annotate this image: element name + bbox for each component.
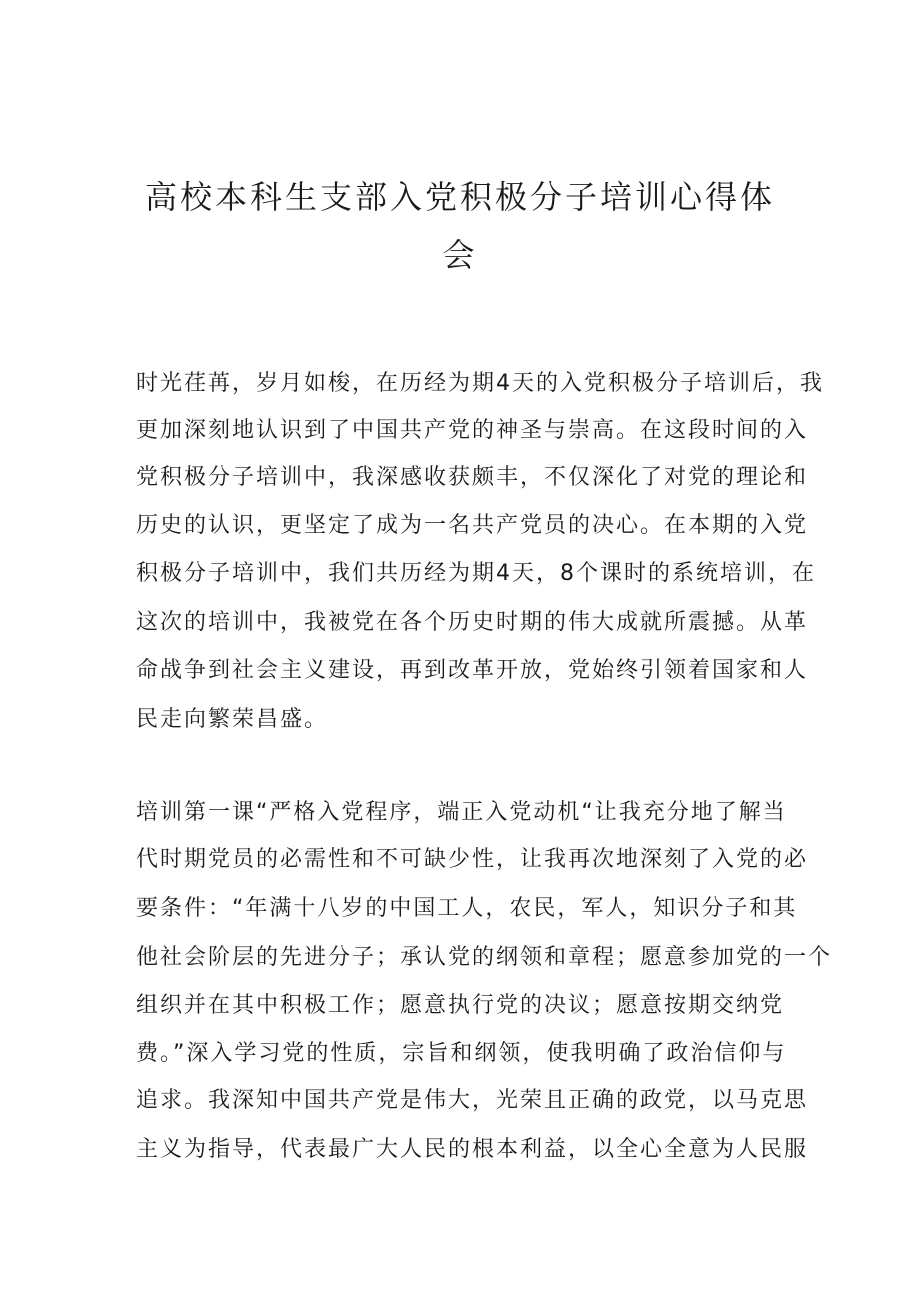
paragraph-line: 代时期党员的必需性和不可缺少性，让我再次地深刻了入党的必 <box>136 847 809 872</box>
paragraph-line: 费。”深入学习党的性质，宗旨和纲领，使我明确了政治信仰与 <box>136 1041 787 1066</box>
paragraph-line: 民走向繁荣昌盛。 <box>136 707 329 732</box>
paragraph-line: 追求。我深知中国共产党是伟大，光荣且正确的政党，以马克思 <box>136 1088 809 1113</box>
paragraph-line: 主义为指导，代表最广大人民的根本利益，以全心全意为人民服 <box>136 1137 809 1162</box>
paragraph-line: 培训第一课“严格入党程序，端正入党动机“让我充分地了解当 <box>136 800 787 825</box>
paragraph-line: 党积极分子培训中，我深感收获颇丰，不仅深化了对党的理论和 <box>136 465 809 490</box>
document-title-line-1: 高校本科生支部入党积极分子培训心得体 <box>144 178 775 216</box>
paragraph-line: 历史的认识，更坚定了成为一名共产党员的决心。在本期的入党 <box>136 513 809 538</box>
paragraph-line: 他社会阶层的先进分子；承认党的纲领和章程；愿意参加党的一个 <box>136 945 833 970</box>
paragraph-line: 命战争到社会主义建设，再到改革开放，党始终引领着国家和人 <box>136 658 809 683</box>
paragraph-line: 积极分子培训中，我们共历经为期4天，8个课时的系统培训，在 <box>136 561 816 586</box>
paragraph-line: 这次的培训中，我被党在各个历史时期的伟大成就所震撼。从革 <box>136 610 809 635</box>
paragraph-line: 组织并在其中积极工作；愿意执行党的决议；愿意按期交纳党 <box>136 993 785 1018</box>
paragraph-line: 时光荏苒，岁月如梭，在历经为期4天的入党积极分子培训后，我 <box>136 371 824 396</box>
paragraph-line: 更加深刻地认识到了中国共产党的神圣与崇高。在这段时间的入 <box>136 418 809 443</box>
document-title-line-2: 会 <box>442 236 478 274</box>
paragraph-line: 要条件：“年满十八岁的中国工人，农民，军人，知识分子和其 <box>136 896 798 921</box>
